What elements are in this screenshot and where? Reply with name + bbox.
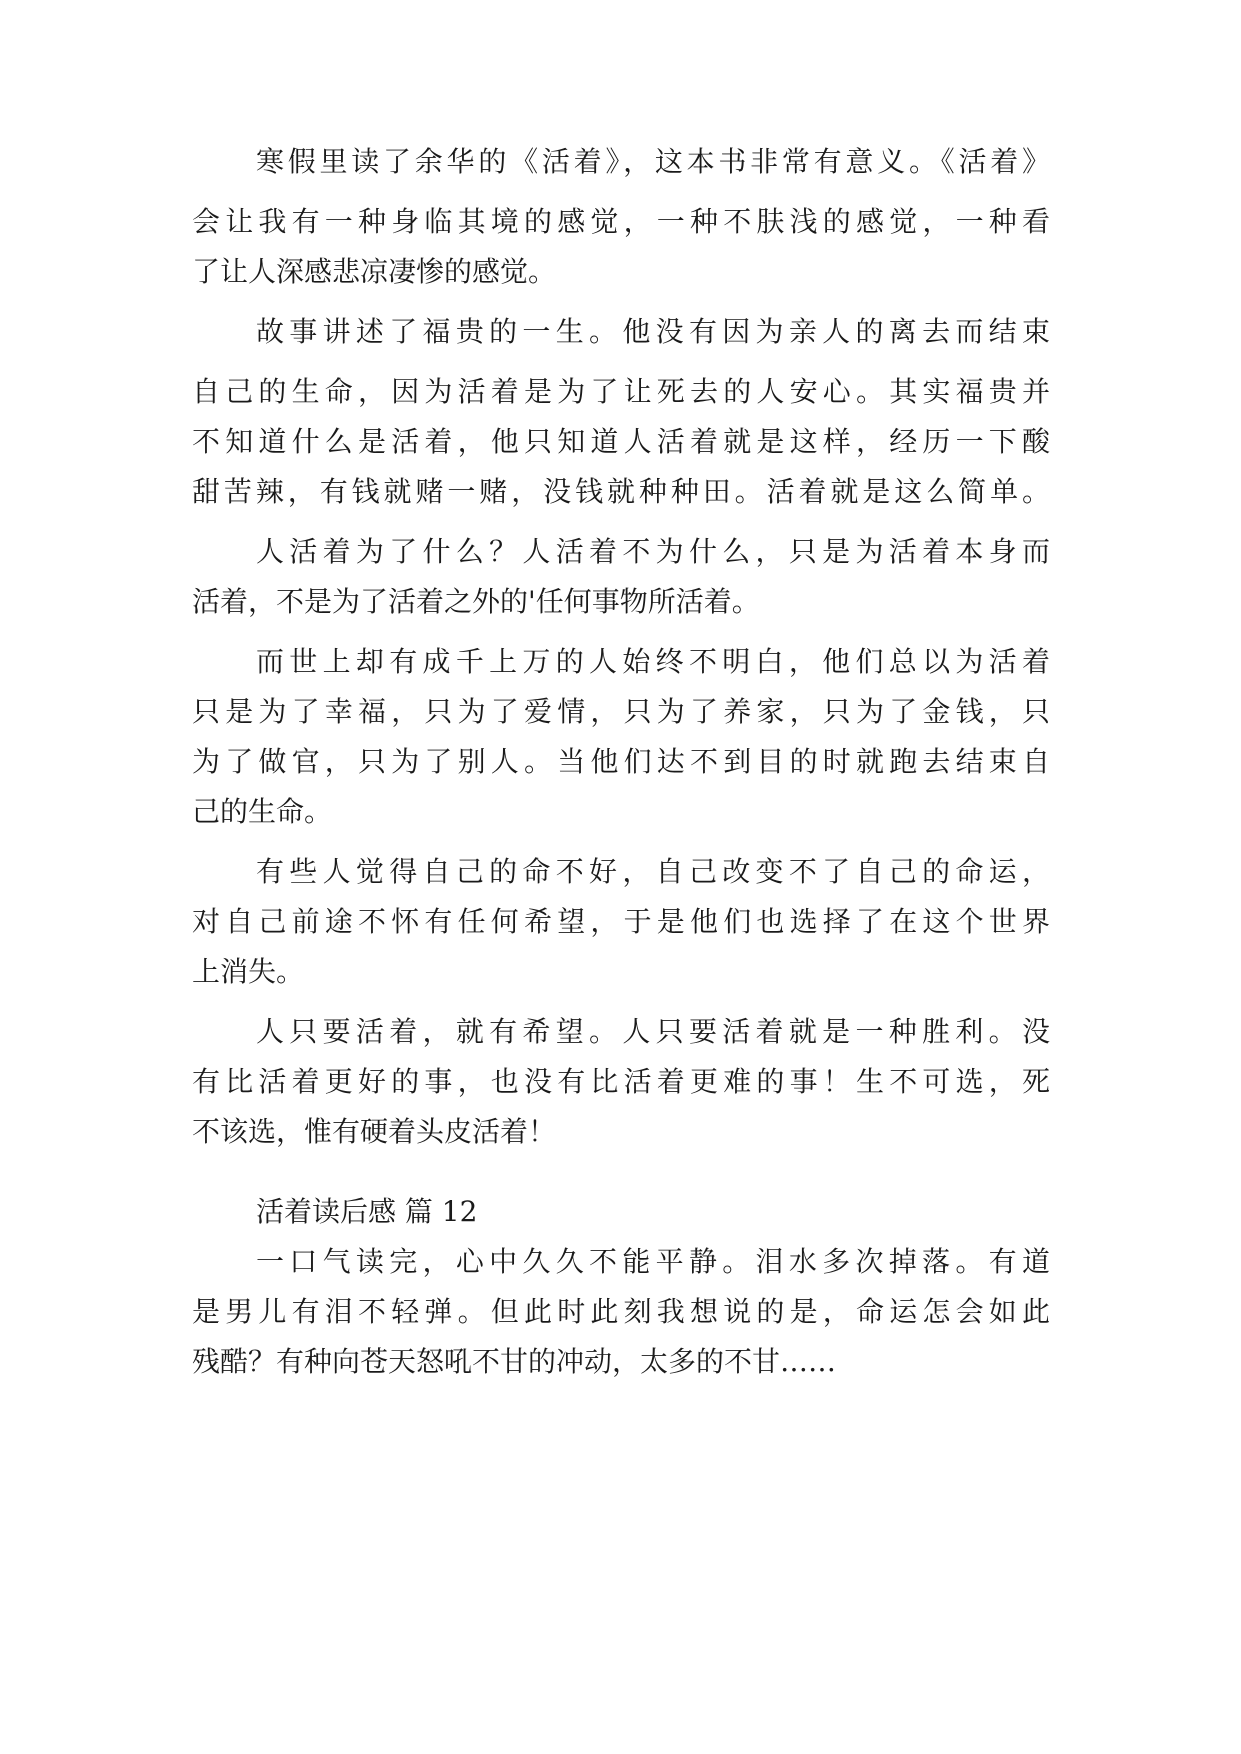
section-heading: 活着读后感 篇 12 xyxy=(256,1195,478,1228)
paragraph-3-line-2: 活着，不是为了活着之外的'任何事物所活着。 xyxy=(192,585,760,618)
paragraph-6-line-1: 人只要活着，就有希望。人只要活着就是一种胜利。没 xyxy=(256,1015,1050,1048)
paragraph-1-line-3: 了让人深感悲凉凄惨的感觉。 xyxy=(192,255,557,288)
paragraph-5-line-2: 对自己前途不怀有任何希望，于是他们也选择了在这个世界 xyxy=(192,905,1050,938)
paragraph-1-line-2: 会让我有一种身临其境的感觉，一种不肤浅的感觉，一种看 xyxy=(192,205,1050,238)
paragraph-5-line-3: 上消失。 xyxy=(192,955,305,988)
paragraph-5-line-1: 有些人觉得自己的命不好，自己改变不了自己的命运， xyxy=(256,855,1050,888)
paragraph-1-line-1: 寒假里读了余华的《活着》，这本书非常有意义。《活着》 xyxy=(256,145,1050,178)
section-paragraph-line-3: 残酷？有种向苍天怒吼不甘的冲动，太多的不甘…… xyxy=(192,1345,837,1378)
paragraph-4-line-2: 只是为了幸福，只为了爱情，只为了养家，只为了金钱，只 xyxy=(192,695,1050,728)
paragraph-2-line-4: 甜苦辣，有钱就赌一赌，没钱就种种田。活着就是这么简单。 xyxy=(192,475,1050,508)
paragraph-6-line-3: 不该选，惟有硬着头皮活着！ xyxy=(192,1115,557,1148)
section-paragraph-line-2: 是男儿有泪不轻弹。但此时此刻我想说的是，命运怎会如此 xyxy=(192,1295,1050,1328)
paragraph-3-line-1: 人活着为了什么？人活着不为什么，只是为活着本身而 xyxy=(256,535,1050,568)
section-paragraph-line-1: 一口气读完，心中久久不能平静。泪水多次掉落。有道 xyxy=(256,1245,1050,1278)
paragraph-4-line-1: 而世上却有成千上万的人始终不明白，他们总以为活着 xyxy=(256,645,1050,678)
paragraph-6-line-2: 有比活着更好的事，也没有比活着更难的事！生不可选，死 xyxy=(192,1065,1050,1098)
paragraph-2-line-2: 自己的生命，因为活着是为了让死去的人安心。其实福贵并 xyxy=(192,375,1050,408)
paragraph-2-line-3: 不知道什么是活着，他只知道人活着就是这样，经历一下酸 xyxy=(192,425,1050,458)
paragraph-4-line-3: 为了做官，只为了别人。当他们达不到目的时就跑去结束自 xyxy=(192,745,1050,778)
paragraph-4-line-4: 己的生命。 xyxy=(192,795,333,828)
paragraph-2-line-1: 故事讲述了福贵的一生。他没有因为亲人的离去而结束 xyxy=(256,315,1050,348)
